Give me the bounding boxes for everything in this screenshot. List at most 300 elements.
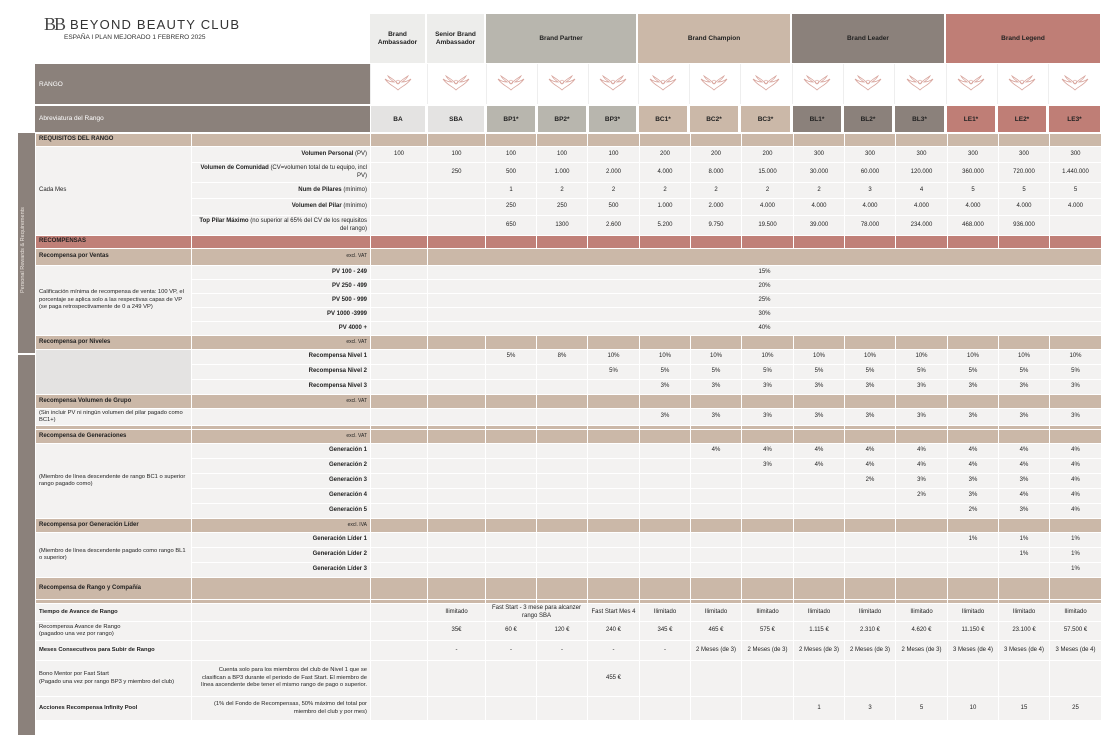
excl-vat-label: excl. IVA [192,519,371,533]
value-cell: 1.000 [640,199,691,216]
value-cell: - [537,641,588,661]
value-cell: 60 € [486,622,537,641]
value-cell: 3% [742,380,794,395]
section-cell [845,336,896,350]
section-cell [999,236,1050,249]
row-label-text: Generación 5 [328,507,367,514]
value-cell: 2 Meses (de 3) [845,641,896,661]
group-leader: Brand Leader [792,14,944,63]
section-cell [794,578,845,600]
value-cell [371,199,428,216]
value-cell [486,474,537,489]
value-cell: 3% [948,489,999,504]
rank-abbr: BA [370,106,425,132]
value-cell [428,365,486,380]
value-cell [428,216,486,236]
value-cell [371,163,428,183]
section-cell [428,430,486,444]
section-cell [640,395,691,409]
row-label [192,350,371,365]
rank-wings-icon [638,64,687,104]
section-cell [537,395,588,409]
ventas-percent: 40% [428,322,1102,336]
section-cell [428,249,1102,266]
value-cell [845,489,896,504]
section-cell [948,236,999,249]
row-label-text: PV 1000 -3999 [326,310,367,317]
rank-wings-icon [997,64,1046,104]
table-row [36,409,1102,426]
value-cell [640,504,691,519]
value-cell [742,533,794,548]
section-cell [371,134,428,147]
value-cell: 1 [794,697,845,721]
section-cell [192,236,371,249]
meses-label: Meses Consecutivos para Subir de Rango [36,641,192,661]
value-cell: 455 € [588,661,640,697]
value-cell [486,504,537,519]
section-cell [428,236,486,249]
row-label [192,183,371,199]
section-cell [1050,134,1102,147]
value-cell [640,697,691,721]
value-cell [742,563,794,578]
value-cell: 2% [896,489,948,504]
value-cell [588,504,640,519]
table-row [36,430,1102,444]
value-cell: 10% [742,350,794,365]
rank-wings-icon [689,64,738,104]
row-label-text: PV 250 - 499 [331,282,367,289]
group-legend: Brand Legend [946,14,1100,63]
section-cell [588,430,640,444]
value-cell: 2.310 € [845,622,896,641]
value-cell [896,504,948,519]
table-row [36,578,1102,600]
value-cell [537,697,588,721]
value-cell [428,548,486,563]
section-cell [691,430,742,444]
table-row [36,294,1102,308]
value-cell: 240 € [588,622,640,641]
value-cell: 2 [742,183,794,199]
value-cell [794,661,845,697]
table-row [36,563,1102,578]
value-cell: 4.000 [896,199,948,216]
value-cell [896,533,948,548]
value-cell: 30.000 [794,163,845,183]
value-cell: 4.000 [640,163,691,183]
value-cell: 234.000 [896,216,948,236]
table-row [36,280,1102,294]
value-cell: 2 Meses (de 3) [691,641,742,661]
rank-wings-icon [370,64,425,104]
value-cell [486,409,537,426]
value-cell [371,641,428,661]
brand-subtitle: ESPAÑA I PLAN MEJORADO 1 FEBRERO 2025 [64,34,206,41]
value-cell [537,533,588,548]
value-cell [1050,216,1102,236]
rank-abbr: BP1* [486,106,535,132]
value-cell [371,350,428,365]
brand-logo [44,14,240,35]
value-cell: 3% [999,380,1050,395]
value-cell: 1.000 [537,163,588,183]
value-cell: 3% [794,409,845,426]
cada-mes-label: Cada Mes [36,147,192,236]
value-cell [640,661,691,697]
table-row [36,548,1102,563]
value-cell: 2 Meses (de 3) [896,641,948,661]
rank-wings-icon [1048,64,1100,104]
value-cell: Ilimitado [845,604,896,622]
rank-abbr: LE3* [1048,106,1100,132]
value-cell: 5 [948,183,999,199]
section-cell [794,336,845,350]
section-cell [588,578,640,600]
value-cell: 4% [1050,459,1102,474]
section-cell [691,578,742,600]
rank-wings-icon [946,64,995,104]
section-cell [371,578,428,600]
value-cell: 57.500 € [1050,622,1102,641]
value-cell [428,533,486,548]
row-label [192,365,371,380]
section-cell [948,395,999,409]
section-cell [371,430,428,444]
value-cell [691,548,742,563]
value-cell: 4% [948,444,999,459]
value-cell: 3% [999,504,1050,519]
table-row [36,236,1102,249]
section-cell [794,134,845,147]
value-cell [691,533,742,548]
value-cell: 3% [896,474,948,489]
value-cell [999,661,1050,697]
value-cell [371,474,428,489]
ventas-percent: 15% [428,266,1102,280]
section-cell [486,395,537,409]
value-cell: 1 [486,183,537,199]
ventas-percent: 20% [428,280,1102,294]
value-cell: Ilimitado [794,604,845,622]
rank-wings-icon [843,64,892,104]
row-label [192,216,371,236]
blank-cell [192,641,371,661]
rank-abbr: LE2* [997,106,1046,132]
value-cell: 2 [537,183,588,199]
value-cell: Ilimitado [640,604,691,622]
value-cell: 4% [1050,489,1102,504]
compensation-table [35,133,1102,721]
value-cell [588,444,640,459]
value-cell [486,444,537,459]
section-cell [948,519,999,533]
value-cell: 4% [999,444,1050,459]
value-cell: - [588,641,640,661]
section-cell [896,430,948,444]
value-cell: 2 Meses (de 3) [742,641,794,661]
value-cell: 4% [999,459,1050,474]
value-cell: 2.000 [588,163,640,183]
section-cell [896,395,948,409]
value-cell [537,661,588,697]
row-label-text: Generación Líder 1 [312,536,367,543]
table-row [36,336,1102,350]
value-cell [691,661,742,697]
value-cell: 300 [845,147,896,163]
section-title-recompensas: RECOMPENSAS [36,236,192,249]
value-cell [691,504,742,519]
section-cell [371,236,428,249]
value-cell [428,661,486,697]
section-cell [640,336,691,350]
section-cell [845,578,896,600]
value-cell: 5% [742,365,794,380]
value-cell: 360.000 [948,163,999,183]
value-cell: 3% [896,409,948,426]
value-cell: 345 € [640,622,691,641]
value-cell: 19.500 [742,216,794,236]
rank-wings-icon [894,64,944,104]
value-cell: 4% [691,444,742,459]
table-row [36,365,1102,380]
value-cell [537,474,588,489]
rank-abbr: BL1* [792,106,841,132]
row-label-text: Volumen de Comunidad [200,165,269,171]
section-cell [845,236,896,249]
value-cell: - [486,641,537,661]
section-cell [588,134,640,147]
section-cell [896,578,948,600]
blank-cell [192,604,371,622]
value-cell [371,444,428,459]
value-cell: 4% [896,459,948,474]
value-cell: 650 [486,216,537,236]
row-label [192,533,371,548]
value-cell [371,622,428,641]
value-cell: 2.000 [691,199,742,216]
value-cell: 4% [1050,474,1102,489]
row-label-text: Generación Líder 2 [312,551,367,558]
table-row [36,622,1102,641]
ventas-percent: 25% [428,294,1102,308]
section-cell [794,395,845,409]
row-label [192,474,371,489]
value-cell [486,459,537,474]
section-cell [896,134,948,147]
value-cell: 4% [896,444,948,459]
value-cell [588,697,640,721]
value-cell [371,380,428,395]
value-cell: 10 [948,697,999,721]
section-cell [371,336,428,350]
group-ambassador: Brand Ambassador [370,14,425,63]
row-label-note: (PV) [355,150,367,157]
value-cell [486,697,537,721]
rank-abbr: BP3* [588,106,636,132]
value-cell [640,444,691,459]
table-row [36,459,1102,474]
value-cell [428,474,486,489]
value-cell [794,533,845,548]
value-cell [794,548,845,563]
mentor-sub: (Pagado una vez por rango BP3 y miembro del club) [39,678,175,685]
table-row [36,183,1102,199]
value-cell: 5 [1050,183,1102,199]
table-row [36,489,1102,504]
value-cell: Fast Start Mes 4 [588,604,640,622]
value-cell: 5% [588,365,640,380]
section-title-lider: Recompensa por Generación Líder [36,519,192,533]
value-cell: 2% [845,474,896,489]
value-cell: - [428,641,486,661]
value-cell [896,661,948,697]
value-cell [691,697,742,721]
group-partner: Brand Partner [486,14,636,63]
rank-wings-icon [486,64,535,104]
value-cell [428,444,486,459]
table-row [36,641,1102,661]
value-cell: 3 [845,183,896,199]
row-label-text: Volumen Personal [301,150,354,157]
table-row [36,199,1102,216]
table-row [36,519,1102,533]
value-cell: 10% [896,350,948,365]
group-senior-ambassador: Senior Brand Ambassador [427,14,484,63]
value-cell: 23.100 € [999,622,1050,641]
section-cell [1050,395,1102,409]
value-cell: 1% [1050,533,1102,548]
section-cell [537,430,588,444]
section-cell [948,430,999,444]
value-cell [691,563,742,578]
value-cell: 3 Meses (de 4) [948,641,999,661]
section-title-generaciones: Recompensa de Generaciones [36,430,192,444]
brand-mark: BB [44,14,65,34]
section-cell [1050,336,1102,350]
section-cell [1050,236,1102,249]
value-cell [948,563,999,578]
value-cell [371,548,428,563]
value-cell: 3% [640,380,691,395]
section-cell [845,430,896,444]
value-cell: 300 [896,147,948,163]
value-cell: 1% [999,548,1050,563]
value-cell [794,489,845,504]
table-row [36,380,1102,395]
rank-abbr: BC2* [689,106,738,132]
section-title-compania: Recompensa de Rango y Compañía [36,578,192,600]
value-cell: 200 [691,147,742,163]
value-cell: 2% [948,504,999,519]
value-cell: Ilimitado [1050,604,1102,622]
section-cell [742,236,794,249]
value-cell: 4% [845,444,896,459]
value-cell [428,563,486,578]
section-cell [588,336,640,350]
value-cell: 465 € [691,622,742,641]
row-label [192,199,371,216]
table-row [36,308,1102,322]
blank-cell [192,409,371,426]
value-cell: 60.000 [845,163,896,183]
table-row [36,504,1102,519]
value-cell: 3% [691,409,742,426]
value-cell [742,489,794,504]
section-cell [428,336,486,350]
value-cell: 3% [691,380,742,395]
rank-wings-icon [427,64,484,104]
value-cell: 25 [1050,697,1102,721]
value-cell: Ilimitado [428,604,486,622]
mentor-label [36,661,192,697]
tiempo-label: Tiempo de Avance de Rango [36,604,192,622]
section-cell [537,336,588,350]
value-cell: 3% [896,380,948,395]
rank-abbr: BP2* [537,106,586,132]
value-cell [640,474,691,489]
value-cell: 100 [371,147,428,163]
rank-wings-icon [792,64,841,104]
row-label-note: (mínimo) [343,203,367,210]
value-cell: Ilimitado [948,604,999,622]
value-cell [845,563,896,578]
value-cell: 1% [1050,563,1102,578]
value-cell: 1.115 € [794,622,845,641]
value-cell: 4% [742,444,794,459]
value-cell [537,380,588,395]
section-cell [428,134,486,147]
pool-label: Acciones Recompensa Infinity Pool [36,697,192,721]
value-cell: 5% [896,365,948,380]
value-cell: 1300 [537,216,588,236]
section-cell [999,336,1050,350]
value-cell: 5% [691,365,742,380]
row-label-text: PV 500 - 999 [331,296,367,303]
table-row [36,604,1102,622]
side-label: Personal Rewards & Requirements [20,207,26,293]
section-title-grupo: Recompensa Volumen de Grupo [36,395,192,409]
value-cell: 10% [999,350,1050,365]
value-cell [845,533,896,548]
value-cell [537,563,588,578]
section-cell [742,578,794,600]
rango-label: RANGO [35,64,370,104]
avance-title: Recompensa Avance de Rango [39,623,121,630]
row-label-text: Recompensa Nivel 3 [308,383,367,390]
value-cell: 120 € [537,622,588,641]
value-cell: 200 [640,147,691,163]
value-cell [486,533,537,548]
excl-vat-label: excl. VAT [192,249,371,266]
value-cell [537,365,588,380]
value-cell: 10% [845,350,896,365]
value-cell: 1.440.000 [1050,163,1102,183]
section-title-requisitos: REQUISITOS DEL RANGO [36,134,192,147]
value-cell: 3% [845,409,896,426]
value-cell: 100 [588,147,640,163]
value-cell: 5% [486,350,537,365]
value-cell [537,504,588,519]
value-cell: 10% [794,350,845,365]
value-cell: 300 [999,147,1050,163]
value-cell: 1% [1050,548,1102,563]
value-cell [428,697,486,721]
section-cell [537,578,588,600]
value-cell: 8.000 [691,163,742,183]
section-cell [640,430,691,444]
